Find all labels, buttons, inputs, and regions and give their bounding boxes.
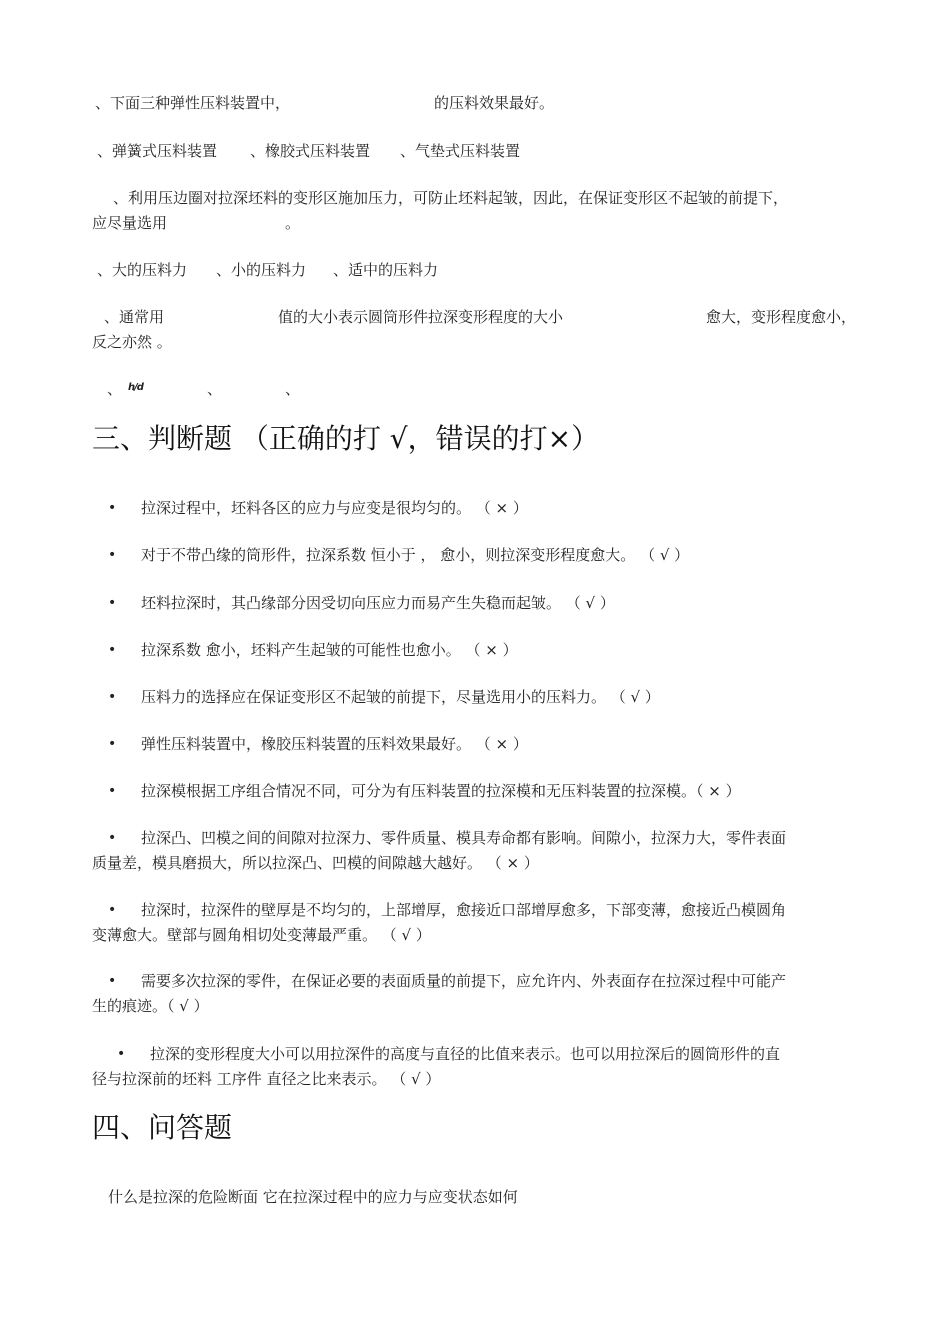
tf-item-1: 拉深过程中，坯料各区的应力与应变是很均匀的。 （ × ） xyxy=(141,499,528,517)
mc-q1-option-c: 、气垫式压料装置 xyxy=(400,142,521,160)
mc-q3-option-c: 、 xyxy=(285,380,301,398)
tf-item-8-line2: 质量差，模具磨损大，所以拉深凸、凹模的间隙越大越好。 （ × ） xyxy=(92,854,539,872)
tf-item-9-line2: 变薄愈大。壁部与圆角相切处变薄最严重。 （ √ ） xyxy=(92,926,431,944)
bullet-9: • xyxy=(108,902,117,918)
tf-item-11-line2: 径与拉深前的坯料 工序件 直径之比来表示。 （ √ ） xyxy=(92,1070,441,1088)
tf-item-11-line1: 拉深的变形程度大小可以用拉深件的高度与直径的比值来表示。也可以用拉深后的圆筒形件的直 xyxy=(150,1045,781,1063)
bullet-6: • xyxy=(108,736,117,752)
mc-q3-part-b: 值的大小表示圆筒形件拉深变形程度的大小 xyxy=(278,308,564,326)
mc-q3-option-b: 、 xyxy=(207,380,223,398)
mc-q2-line2a: 应尽量选用 xyxy=(92,214,168,232)
tf-item-6: 弹性压料装置中，橡胶压料装置的压料效果最好。 （ × ） xyxy=(141,735,528,753)
mc-q2-option-c: 、适中的压料力 xyxy=(333,261,439,279)
bullet-4: • xyxy=(108,642,117,658)
mc-q1-option-b: 、橡胶式压料装置 xyxy=(250,142,371,160)
mc-q1-part-a: 、下面三种弹性压料装置中， xyxy=(95,94,291,112)
mc-q1-part-b: 的压料效果最好。 xyxy=(434,94,555,112)
bullet-7: • xyxy=(108,783,117,799)
tf-item-10-line2: 生的痕迹。（ √ ） xyxy=(92,997,209,1015)
bullet-10: • xyxy=(108,973,117,989)
section-4-title: 四、问答题 xyxy=(92,1111,233,1144)
tf-item-8-line1: 拉深凸、凹模之间的间隙对拉深力、零件质量、模具寿命都有影响。间隙小，拉深力大，零件表面 xyxy=(141,829,787,847)
mc-q2-option-a: 、大的压料力 xyxy=(97,261,188,279)
bullet-11: • xyxy=(117,1046,126,1062)
mc-q3-option-a: 、 xyxy=(107,380,123,398)
mc-q3-part-a: 、通常用 xyxy=(104,308,165,326)
mc-q3-line2: 反之亦然 。 xyxy=(92,333,172,351)
qa-item-1: 什么是拉深的危险断面 它在拉深过程中的应力与应变状态如何 xyxy=(108,1188,518,1206)
mc-q2-line1: 、利用压边圈对拉深坯料的变形区施加压力，可防止坯料起皱，因此，在保证变形区不起皱的前提下， xyxy=(113,189,789,207)
bullet-2: • xyxy=(108,547,117,563)
bullet-1: • xyxy=(108,500,117,516)
tf-item-3: 坯料拉深时，其凸缘部分因受切向压应力而易产生失稳而起皱。 （ √ ） xyxy=(141,594,615,612)
tf-item-5: 压料力的选择应在保证变形区不起皱的前提下，尽量选用小的压料力。 （ √ ） xyxy=(141,688,660,706)
bullet-5: • xyxy=(108,689,117,705)
mc-q2-option-b: 、小的压料力 xyxy=(216,261,307,279)
mc-q3-option-a-symbol: h/d xyxy=(128,382,143,393)
tf-item-4: 拉深系数 愈小，坯料产生起皱的可能性也愈小。 （ × ） xyxy=(141,641,518,659)
bullet-3: • xyxy=(108,595,117,611)
section-3-title: 三、判断题 （正确的打 √，错误的打×） xyxy=(92,422,600,455)
mc-q2-line2b: 。 xyxy=(285,214,301,232)
tf-item-10-line1: 需要多次拉深的零件，在保证必要的表面质量的前提下，应允许内、外表面存在拉深过程中可能产 xyxy=(141,972,787,990)
tf-item-7: 拉深模根据工序组合情况不同，可分为有压料装置的拉深模和无压料装置的拉深模。（ × ） xyxy=(141,782,741,800)
mc-q3-part-c: 愈大，变形程度愈小， xyxy=(706,308,857,326)
tf-item-9-line1: 拉深时，拉深件的壁厚是不均匀的，上部增厚，愈接近口部增厚愈多，下部变薄，愈接近凸模圆角 xyxy=(141,901,787,919)
bullet-8: • xyxy=(108,830,117,846)
tf-item-2: 对于不带凸缘的筒形件，拉深系数 恒小于 ， 愈小，则拉深变形程度愈大。 （ √ ） xyxy=(141,546,690,564)
mc-q1-option-a: 、弹簧式压料装置 xyxy=(97,142,218,160)
